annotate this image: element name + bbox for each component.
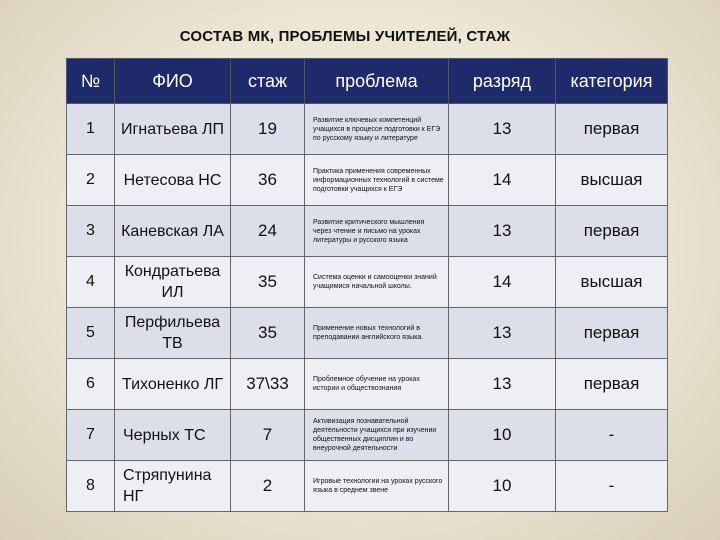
table-row [67,359,668,410]
cell-category: - [556,461,668,512]
cell-category: высшая [556,155,668,206]
header-experience: стаж [231,59,305,104]
cell-rank: 13 [449,308,556,359]
header-rank: разряд [449,59,556,104]
cell-rank: 13 [449,206,556,257]
cell-fio: Перфильева ТВ [115,308,231,359]
cell-fio: Стряпунина НГ [115,461,231,512]
teachers-table [66,58,668,512]
cell-problem: Игровые технологии на уроках русского языка в среднем звене [305,461,449,512]
cell-num: 6 [67,359,115,410]
cell-fio: Тихоненко ЛГ [115,359,231,410]
table-row [67,257,668,308]
cell-experience: 19 [231,104,305,155]
cell-problem: Практика применения современных информационных технологий в системе подготовки учащихся к ЕГЭ [305,155,449,206]
cell-num: 3 [67,206,115,257]
table-header-row [67,59,668,104]
cell-experience: 7 [231,410,305,461]
cell-fio: Нетесова НС [115,155,231,206]
cell-fio: Кондратьева ИЛ [115,257,231,308]
cell-rank: 13 [449,104,556,155]
cell-num: 1 [67,104,115,155]
cell-num: 7 [67,410,115,461]
header-fio: ФИО [115,59,231,104]
cell-num: 4 [67,257,115,308]
table-row [67,308,668,359]
cell-fio: Каневская ЛА [115,206,231,257]
cell-problem: Проблемное обучение на уроках истории и обществознания [305,359,449,410]
header-category: категория [556,59,668,104]
cell-experience: 36 [231,155,305,206]
table-row [67,206,668,257]
cell-category: высшая [556,257,668,308]
cell-rank: 14 [449,155,556,206]
cell-category: первая [556,308,668,359]
cell-category: первая [556,359,668,410]
cell-experience: 2 [231,461,305,512]
cell-problem: Активизация познавательной деятельности учащихся при изучении общественных дисциплин и во внеурочной деятельности [305,410,449,461]
cell-rank: 14 [449,257,556,308]
cell-category: первая [556,206,668,257]
cell-experience: 35 [231,308,305,359]
cell-fio: Черных ТС [115,410,231,461]
cell-rank: 10 [449,410,556,461]
cell-rank: 13 [449,359,556,410]
cell-problem: Система оценки и самооценки знаний учащимися начальной школы. [305,257,449,308]
table-row [67,410,668,461]
cell-num: 8 [67,461,115,512]
cell-rank: 10 [449,461,556,512]
header-problem: проблема [305,59,449,104]
cell-category: первая [556,104,668,155]
cell-problem: Применение новых технологий в преподавании английского языка. [305,308,449,359]
table-row [67,104,668,155]
table-row [67,155,668,206]
cell-problem: Развитие ключевых компетенций учащихся в процессе подготовки к ЕГЭ по русскому языку и литературе [305,104,449,155]
table-row [67,461,668,512]
cell-category: - [556,410,668,461]
cell-experience: 24 [231,206,305,257]
cell-experience: 35 [231,257,305,308]
cell-experience: 37\33 [231,359,305,410]
cell-fio: Игнатьева ЛП [115,104,231,155]
header-num: № [67,59,115,104]
cell-num: 5 [67,308,115,359]
page-title: СОСТАВ МК, ПРОБЛЕМЫ УЧИТЕЛЕЙ, СТАЖ [179,28,511,45]
cell-num: 2 [67,155,115,206]
cell-problem: Развитие критического мышления через чтение и письмо на уроках литературы и русского языка [305,206,449,257]
